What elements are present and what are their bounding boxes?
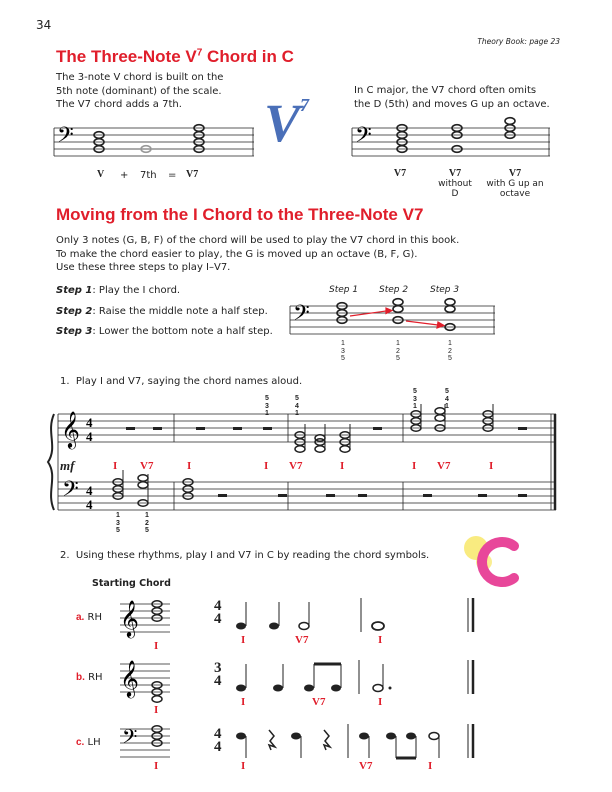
svg-text:𝄢: 𝄢 xyxy=(122,725,138,753)
row-a-rhythm xyxy=(236,598,476,632)
row-c-staff xyxy=(120,725,170,761)
row-b-label-1: I xyxy=(241,696,246,708)
row-c-label-3: I xyxy=(428,760,433,772)
staff-left xyxy=(54,124,254,164)
ex1-lh-fingering-1: 1 3 5 xyxy=(116,512,120,534)
row-b-label: b. RH xyxy=(76,672,103,683)
row-b-staff xyxy=(120,658,170,698)
row-b-label-2: V7 xyxy=(312,696,326,708)
section2-title: Moving from the I Chord to the Three-Note V7 xyxy=(56,205,424,224)
step3-fingering: 1 2 5 xyxy=(448,340,452,362)
eq-v: V xyxy=(97,169,105,180)
step-3-text: Step 3: Lower the bottom note a half step. xyxy=(56,326,273,337)
row-a-start-label: I xyxy=(154,640,159,652)
c-letter-graphic xyxy=(462,532,532,588)
section1-para-right: In C major, the V7 chord often omits the D (5th) and moves G up an octave. xyxy=(354,85,550,110)
ex1-rh-fingering-2: 5 4 1 xyxy=(295,395,299,417)
page-number: 34 xyxy=(36,18,52,32)
row-c-start-label: I xyxy=(154,760,159,772)
eq-equals: = xyxy=(168,170,177,181)
bass-clef-icon: 𝄢 xyxy=(62,477,79,507)
row-a-label: a. RH xyxy=(76,612,102,623)
row-a-label-3: I xyxy=(378,634,383,646)
ex1-label-1: I xyxy=(113,460,118,472)
right-label-2: V7 without D xyxy=(438,168,472,199)
v7-symbol-graphic: $V^7$ xyxy=(264,93,310,153)
svg-text:4: 4 xyxy=(86,497,93,512)
svg-text:4: 4 xyxy=(86,483,93,498)
right-label-3: V7 with G up an octave xyxy=(486,168,544,199)
row-c-label: c. LH xyxy=(76,737,101,748)
ex1-rh-fingering-3: 5 3 1 xyxy=(413,388,417,410)
ex1-lh-fingering-2: 1 2 5 xyxy=(145,512,149,534)
eq-v7: V7 xyxy=(186,169,199,180)
bass-clef-icon: 𝄢 xyxy=(57,123,74,153)
step-1-text: Step 1: Play the I chord. xyxy=(56,285,181,296)
dynamic-mf: mf xyxy=(60,458,75,473)
row-a-time-signature: 4 4 xyxy=(214,598,222,627)
row-a-label-1: I xyxy=(241,634,246,646)
ex1-label-5: V7 xyxy=(289,460,303,472)
ex1-label-4: I xyxy=(264,460,269,472)
starting-chord-label: Starting Chord xyxy=(92,578,171,589)
ex1-label-2: V7 xyxy=(140,460,154,472)
step-header-3: Step 3 xyxy=(430,285,460,295)
row-a-label-2: V7 xyxy=(295,634,309,646)
bass-clef-icon: 𝄢 xyxy=(355,123,372,153)
ex1-rh-fingering-1: 5 3 1 xyxy=(265,395,269,417)
section2-para: Only 3 notes (G, B, F) of the chord will be used to play the V7 chord in this book. To make the chord easier to play, the G is moved up an octave (B, F, G). Use these three steps to play I–V7. xyxy=(56,235,460,273)
step-header-1: Step 1 xyxy=(329,285,359,295)
bass-clef-icon: 𝄢 xyxy=(293,301,310,331)
ex1-rh-fingering-4: 5 4 1 xyxy=(445,388,449,410)
section1-title: The Three-Note $V^7$ Chord in C xyxy=(56,47,294,66)
ex1-label-9: I xyxy=(489,460,494,472)
ex1-label-7: I xyxy=(412,460,417,472)
row-a-staff xyxy=(120,598,170,638)
row-b-rhythm xyxy=(236,660,476,694)
ex1-label-8: V7 xyxy=(437,460,451,472)
step-header-2: Step 2 xyxy=(379,285,409,295)
svg-text:4: 4 xyxy=(86,415,93,430)
steps-staff xyxy=(290,301,495,340)
step2-fingering: 1 2 5 xyxy=(396,340,400,362)
svg-text:4: 4 xyxy=(86,429,93,444)
step-2-text: Step 2: Raise the middle note a half step. xyxy=(56,306,268,317)
row-b-start-label: I xyxy=(154,704,159,716)
treble-clef-icon: 𝄞 xyxy=(61,410,80,448)
right-label-1: V7 xyxy=(393,168,407,179)
row-c-label-2: V7 xyxy=(359,760,373,772)
ex1-label-3: I xyxy=(187,460,192,472)
section1-para-left: The 3-note V chord is built on the 5th note (dominant) of the scale. The V7 chord adds a 7th. xyxy=(56,72,224,110)
staff-right xyxy=(352,124,550,164)
eq-7th: 7th xyxy=(140,170,157,181)
exercise1-instruction: 1. Play I and V7, saying the chord names aloud. xyxy=(60,376,303,387)
row-c-time-signature: 4 4 xyxy=(214,726,222,755)
row-b-time-signature: 3 4 xyxy=(214,660,222,689)
row-b-label-3: I xyxy=(378,696,383,708)
step1-fingering: 1 3 5 xyxy=(341,340,345,362)
svg-text:𝄞: 𝄞 xyxy=(120,599,139,637)
grand-staff xyxy=(48,412,558,512)
row-c-label-1: I xyxy=(241,760,246,772)
theory-reference: Theory Book: page 23 xyxy=(477,37,560,46)
eq-plus: + xyxy=(120,170,129,181)
ex1-label-6: I xyxy=(340,460,345,472)
exercise2-instruction: 2. Using these rhythms, play I and V7 in C by reading the chord symbols. xyxy=(60,550,430,561)
row-c-rhythm xyxy=(236,724,476,760)
svg-text:𝄞: 𝄞 xyxy=(120,659,139,697)
